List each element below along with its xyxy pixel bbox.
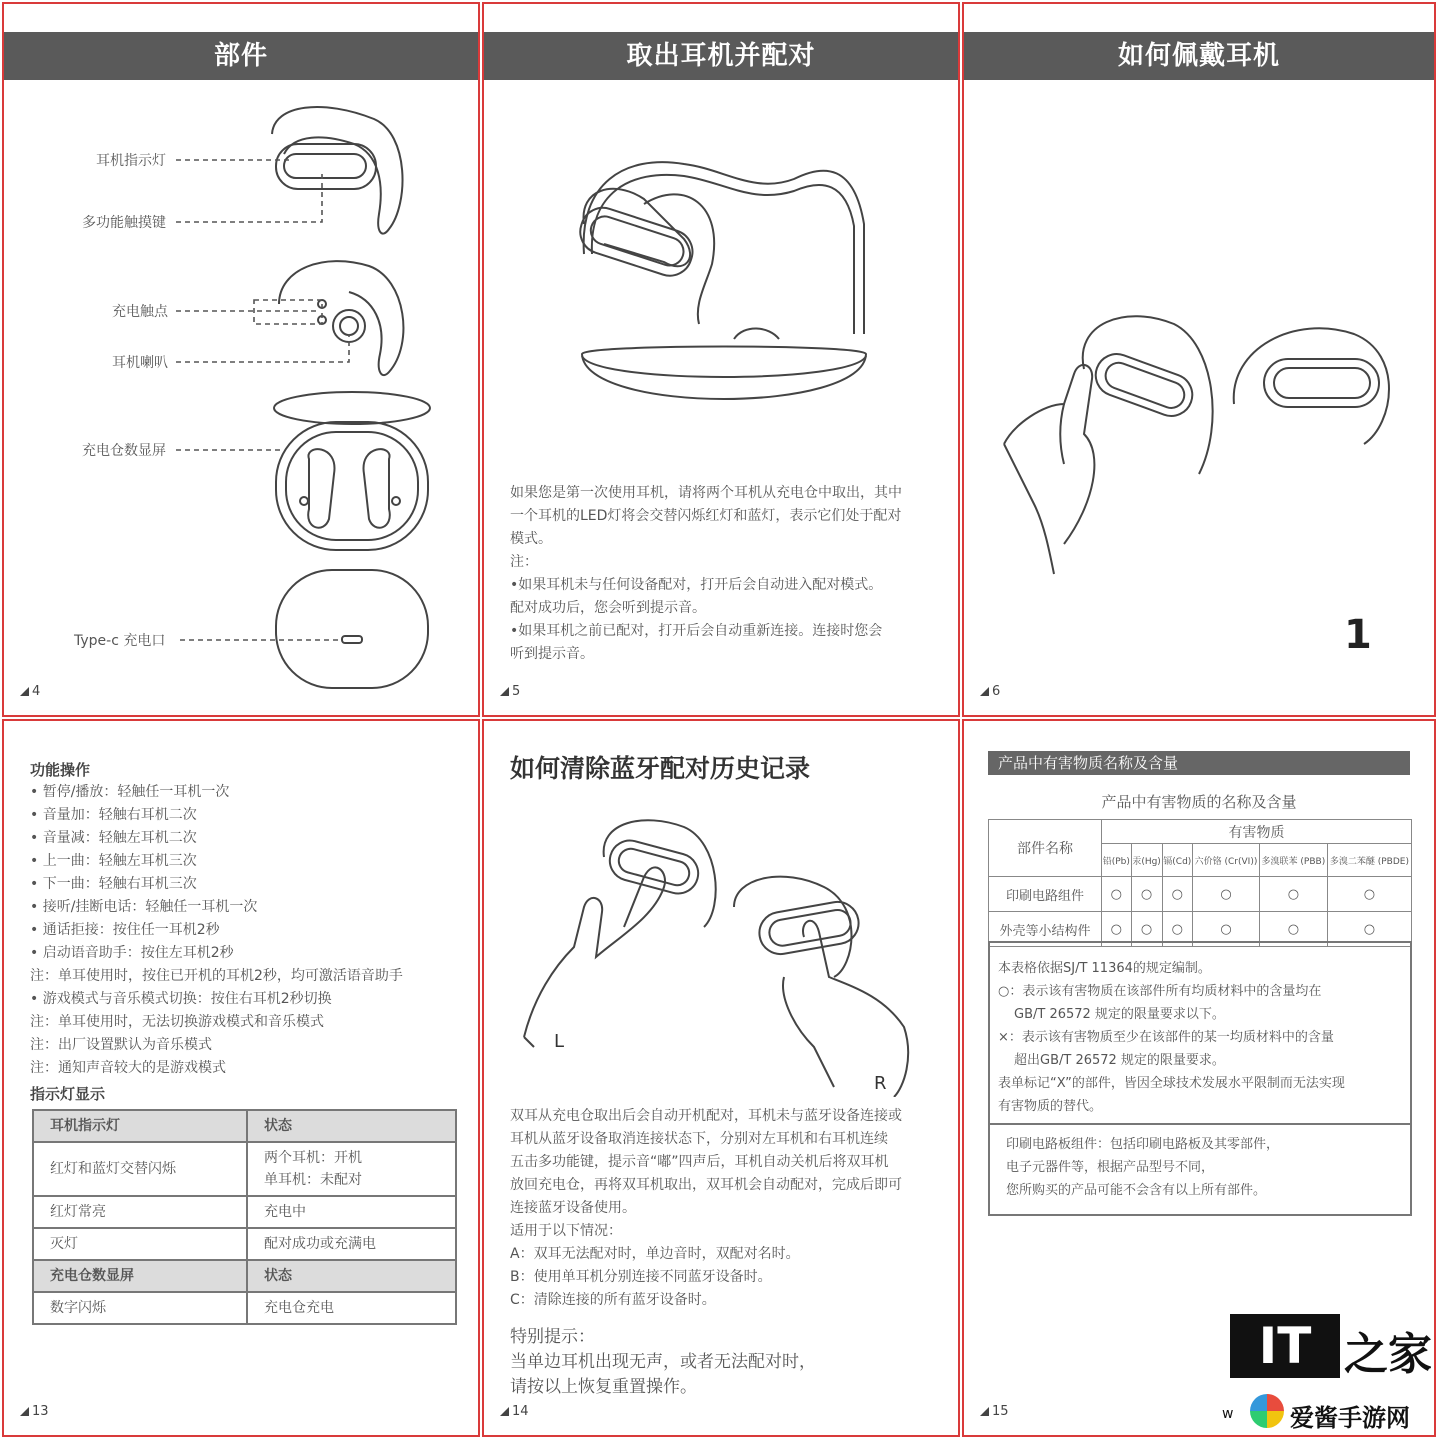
table-title: 产品中有害物质的名称及含量 [1101,793,1297,811]
section-title-indicators: 指示灯显示 [30,1085,106,1103]
panel-pairing [482,2,960,717]
case-open-illustration [484,4,960,444]
page-number: 5 [500,684,520,699]
table-row: 充电仓数显屏 状态 [33,1260,456,1292]
section-banner: 产品中有害物质名称及含量 [988,751,1410,775]
panel-functions [2,719,480,1437]
table-row: 外壳等小结构件 ○ ○ ○ ○ ○ ○ [989,912,1412,947]
panel-title: 如何清除蓝牙配对历史记录 [510,754,811,783]
table-row: 印刷电路组件 ○ ○ ○ ○ ○ ○ [989,877,1412,912]
table-row: 数字闪烁 充电仓充电 [33,1292,456,1324]
page-number: 6 [980,684,1000,699]
reset-illustration [484,797,960,1097]
watermark [1222,1308,1432,1436]
label-indicator: 耳机指示灯 [96,153,166,169]
panel-title: 如何佩戴耳机 [964,32,1434,80]
table-row: 铅(Pb) 汞(Hg) 镉(Cd) 六价铬 (Cr(VI)) 多溴联苯 (PBB) 多溴二苯醚 (PBDE) [989,844,1412,877]
step-number: 1 [1344,612,1372,658]
panel-parts [2,2,480,717]
divider [990,1123,1410,1125]
panel-clear-pairing [482,719,960,1437]
panel-wearing [962,2,1436,717]
notes-box [988,941,1412,1216]
panel-title: 部件 [4,32,478,80]
page-number: 15 [980,1404,1009,1419]
wearing-illustration [964,4,1436,604]
substance-table [988,819,1412,947]
table-row: 红灯常亮 充电中 [33,1196,456,1228]
page-number: 4 [20,684,40,699]
it-logo: IT [1230,1314,1340,1378]
site-name: 爱酱手游网 [1290,1404,1410,1432]
indicator-table [32,1109,457,1325]
component-notes: 印刷电路板组件：包括印刷电路板及其零部件， 电子元器件等，根据产品型号不同， 您所购买的产品可能不会含有以上所有部件。 [1006,1137,1280,1198]
label-touch-key: 多功能触摸键 [82,215,166,231]
page-number: 13 [20,1404,49,1419]
label-charging-contacts: 充电触点 [112,304,168,320]
table-row: 红灯和蓝灯交替闪烁 两个耳机：开机 单耳机：未配对 [33,1142,456,1196]
special-tip: 特别提示： 当单边耳机出现无声，或者无法配对时， 请按以上恢复重置操作。 [510,1327,816,1397]
table-row: 耳机指示灯 状态 [33,1110,456,1142]
right-label: R [874,1073,887,1094]
parts-illustration [4,4,480,704]
table-row: 灭灯 配对成功或充满电 [33,1228,456,1260]
left-label: L [554,1031,565,1052]
reset-instructions: 双耳从充电仓取出后会自动开机配对，耳机未与蓝牙设备连接或 耳机从蓝牙设备取消连接状态下，分别对左耳机和右耳机连续 五击多功能键，提示音“嘟”四声后，耳机自动关机后将双耳机 放回充电仓，再将双耳机取出，双耳机会自动配对，完成后即可 连接蓝牙设备使用。 适用于以下情况： A：双耳无法配对时，单边音时，双配对名时。 B：使用单耳机分别连接不同蓝牙设备时。 C：清除连接的所有蓝牙设备时。 [510,1108,902,1308]
label-speaker: 耳机喇叭 [112,355,168,371]
operations-list: • 暂停/播放：轻触任一耳机一次 • 音量加：轻触右耳机二次 • 音量减：轻触左耳机二次 • 上一曲：轻触左耳机三次 • 下一曲：轻触右耳机三次 • 接听/挂断电话：轻触任一耳机一次 • 通话拒接：按住任一耳机2秒 • 启动语音助手：按住左耳机2秒 注：单耳使用时，按住已开机的耳机2秒，均可激活语音助手 • 游戏模式与音乐模式切换：按住右耳机2秒切换 注：单耳使用时，无法切换游戏模式和音乐模式 注：出厂设置默认为音乐模式 注：通知声音较大的是游戏模式 [30,784,403,1076]
logo-suffix: 之家 [1344,1329,1432,1380]
section-title-operations: 功能操作 [30,761,91,779]
label-typec-port: Type-c 充电口 [74,633,166,649]
legend-notes: 本表格依据SJ/T 11364的规定编制。 ○：表示该有害物质在该部件所有均质材料中的含量均在 GB/T 26572 规定的限量要求以下。 ×：表示该有害物质至少在该部件的某一均质材料中的含量 超出GB/T 26572 规定的限量要求。 表单标记“X”的部件，皆因全球技术发展水平限制而无法实现 有害物质的替代。 [998,961,1345,1114]
table-row: 部件名称 有害物质 [989,820,1412,844]
flower-icon [1250,1394,1284,1428]
page-number: 14 [500,1404,529,1419]
panel-title: 取出耳机并配对 [484,32,958,80]
label-case-display: 充电仓数显屏 [82,443,166,459]
pairing-instructions: 如果您是第一次使用耳机，请将两个耳机从充电仓中取出，其中 一个耳机的LED灯将会交替闪烁红灯和蓝灯，表示它们处于配对 模式。 注： •如果耳机未与任何设备配对，打开后会自动进入配对模式。 配对成功后，您会听到提示音。 •如果耳机之前已配对，打开后会自动重新连接。连接时您会 听到提示音。 [510,485,902,662]
watermark-prefix: w [1222,1406,1234,1422]
